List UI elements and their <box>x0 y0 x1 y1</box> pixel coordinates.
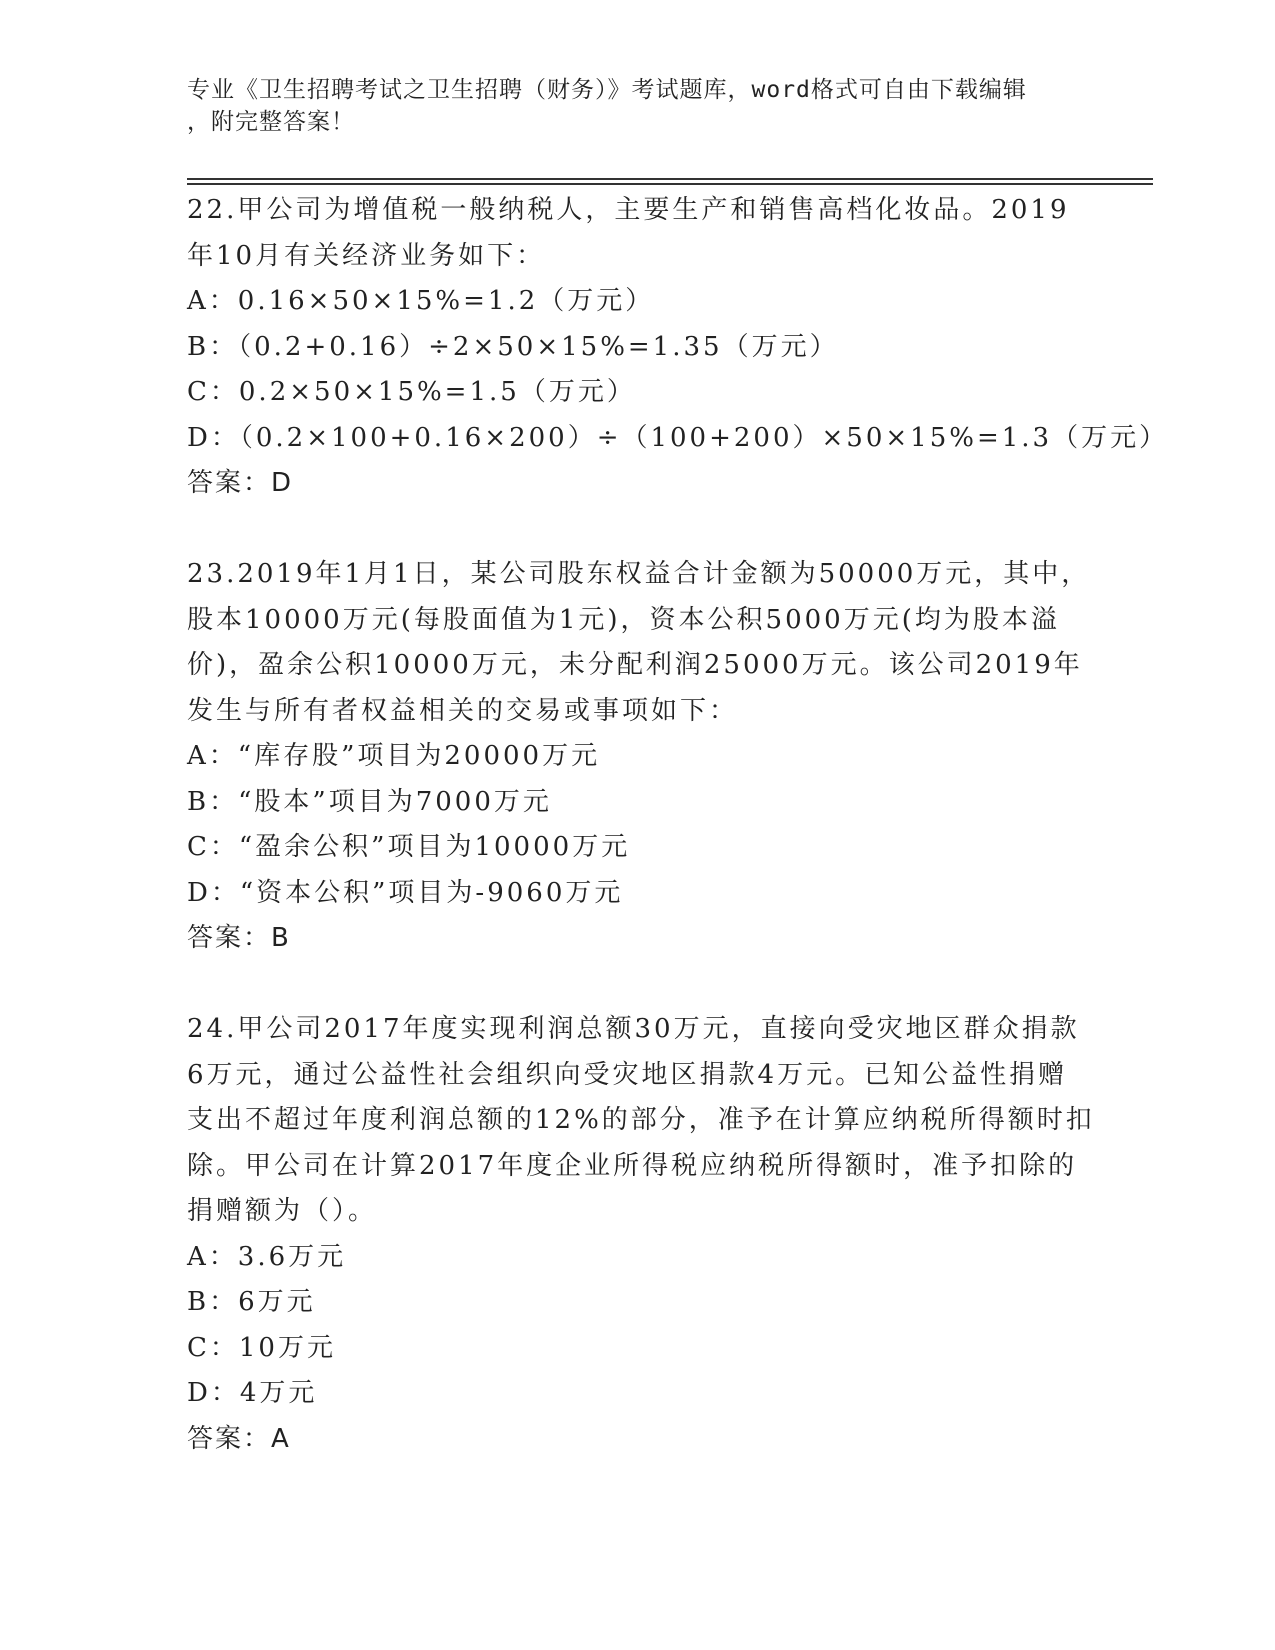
header-line: ，附完整答案！ <box>187 109 355 135</box>
option-c: C：10万元 <box>187 1332 336 1363</box>
spacer <box>187 962 1087 1008</box>
question-text: 6万元，通过公益性社会组织向受灾地区捐款4万元。已知公益性捐赠 <box>187 1059 1068 1090</box>
option-d: D：（0.2×100+0.16×200）÷（100+200）×50×15%=1.3（万元） <box>187 422 1169 453</box>
question-text: 除。甲公司在计算2017年度企业所得税应纳税所得额时，准予扣除的 <box>187 1150 1078 1181</box>
question-22 <box>187 188 1169 507</box>
spacer <box>187 507 1087 553</box>
option-a: A：“库存股”项目为20000万元 <box>187 741 601 771</box>
question-23 <box>187 552 1091 962</box>
question-text: 发生与所有者权益相关的交易或事项如下： <box>187 695 739 726</box>
question-text: 支出不超过年度利润总额的12%的部分，准予在计算应纳税所得额时扣 <box>187 1105 1095 1135</box>
header-divider <box>187 178 1153 180</box>
option-b: B：6万元 <box>187 1287 316 1317</box>
header-line: 专业《卫生招聘考试之卫生招聘（财务）》考试题库，word格式可自由下载编辑 <box>187 77 1027 103</box>
answer-text: 答案：A <box>187 1423 291 1454</box>
header-divider <box>187 183 1153 185</box>
option-a: A：3.6万元 <box>187 1241 347 1272</box>
question-list <box>187 188 1169 1462</box>
question-text: 价)，盈余公积10000万元，未分配利润25000万元。该公司2019年 <box>187 650 1083 680</box>
option-d: D：4万元 <box>187 1378 318 1408</box>
question-24 <box>187 1007 1095 1462</box>
answer-text: 答案：D <box>187 468 294 498</box>
question-text: 股本10000万元(每股面值为1元)，资本公积5000万元(均为股本溢 <box>187 604 1060 635</box>
question-text: 年10月有关经济业务如下： <box>187 240 546 271</box>
option-b: B：“股本”项目为7000万元 <box>187 786 552 817</box>
question-text: 24.甲公司2017年度实现利润总额30万元，直接向受灾地区群众捐款 <box>187 1014 1080 1044</box>
document-header <box>187 74 1067 138</box>
question-text: 捐赠额为（）。 <box>187 1196 378 1226</box>
option-a: A：0.16×50×15%=1.2（万元） <box>187 286 655 316</box>
option-b: B：（0.2+0.16）÷2×50×15%=1.35（万元） <box>187 331 839 362</box>
question-text: 22.甲公司为增值税一般纳税人，主要生产和销售高档化妆品。2019 <box>187 195 1070 225</box>
question-text: 23.2019年1月1日，某公司股东权益合计金额为50000万元，其中， <box>187 559 1091 589</box>
option-d: D：“资本公积”项目为-9060万元 <box>187 877 624 908</box>
answer-text: 答案：B <box>187 923 291 953</box>
option-c: C：0.2×50×15%=1.5（万元） <box>187 377 636 407</box>
option-c: C：“盈余公积”项目为10000万元 <box>187 832 631 862</box>
